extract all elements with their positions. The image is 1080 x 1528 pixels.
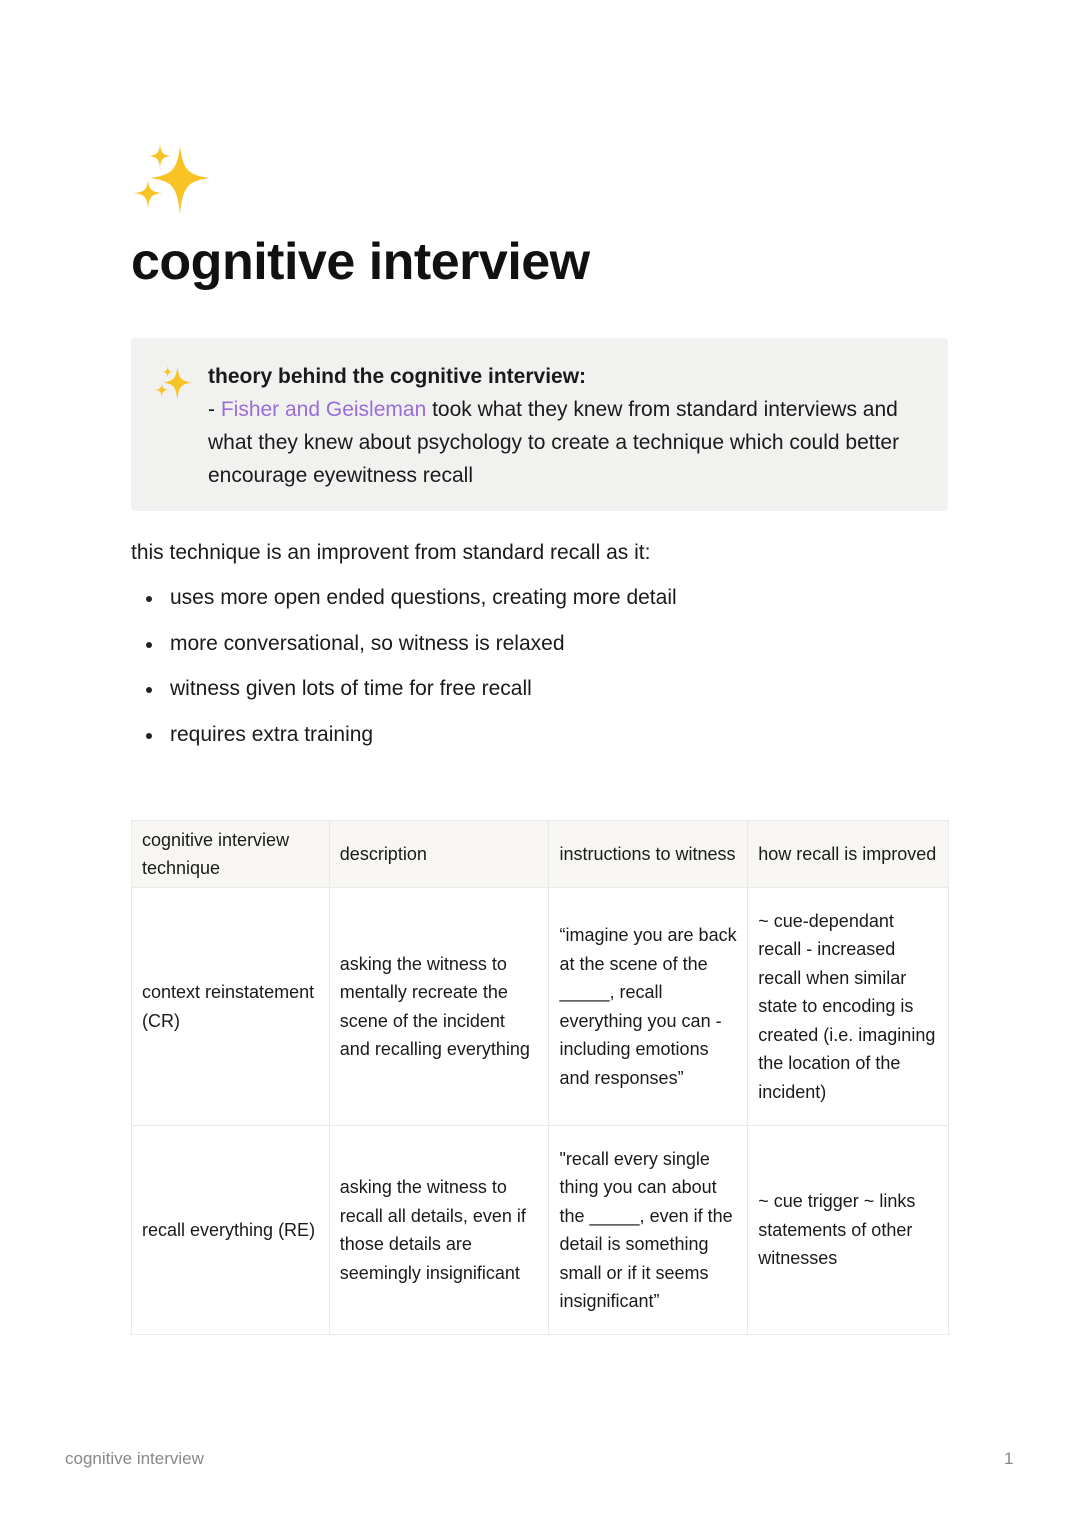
table-header-row [132,821,949,888]
list-item: more conversational, so witness is relaxed [131,632,677,678]
list-item: requires extra training [131,723,677,769]
callout-prefix: - [208,398,221,421]
table-row [132,888,949,1126]
list-item: witness given lots of time for free recall [131,677,677,723]
callout [131,338,948,511]
callout-body-text: took what they knew from standard interviews and what they knew about psychology to create a technique which could better encourage eyewitness recall [208,398,900,487]
sparkles-icon [153,364,193,402]
table-row [132,1126,949,1335]
page-number: 1 [1004,1449,1014,1468]
header-cell: cognitive interview technique [132,821,330,888]
bullet-list [131,586,677,769]
sparkles-icon [130,140,212,218]
table-cell: context reinstatement (CR) [132,888,330,1126]
callout-body [208,393,930,492]
page-title: cognitive interview [131,233,590,291]
table-cell: "recall every single thing you can about the _____, even if the detail is something small or if it seems insignificant” [549,1126,748,1335]
author-link[interactable]: Fisher and Geisleman [220,398,427,421]
table-cell: ~ cue-dependant recall - increased recall when similar state to encoding is created (i.e. imagining the location of the incident) [748,888,949,1126]
header-cell: description [329,821,549,888]
callout-title: theory behind the cognitive interview: [208,365,587,388]
header-cell: instructions to witness [549,821,748,888]
table-cell: “imagine you are back at the scene of the _____, recall everything you can - including emotions and responses” [549,888,748,1126]
list-item: uses more open ended questions, creating more detail [131,586,677,632]
intro-text: this technique is an improvent from standard recall as it: [131,541,651,564]
header-cell: how recall is improved [748,821,949,888]
table-cell: recall everything (RE) [132,1126,330,1335]
table-cell: asking the witness to recall all details, even if those details are seemingly insignificant [329,1126,549,1335]
footer-title: cognitive interview [65,1449,204,1468]
table-cell: asking the witness to mentally recreate the scene of the incident and recalling everything [329,888,549,1126]
table-cell: ~ cue trigger ~ links statements of other witnesses [748,1126,949,1335]
technique-table [131,820,949,1335]
